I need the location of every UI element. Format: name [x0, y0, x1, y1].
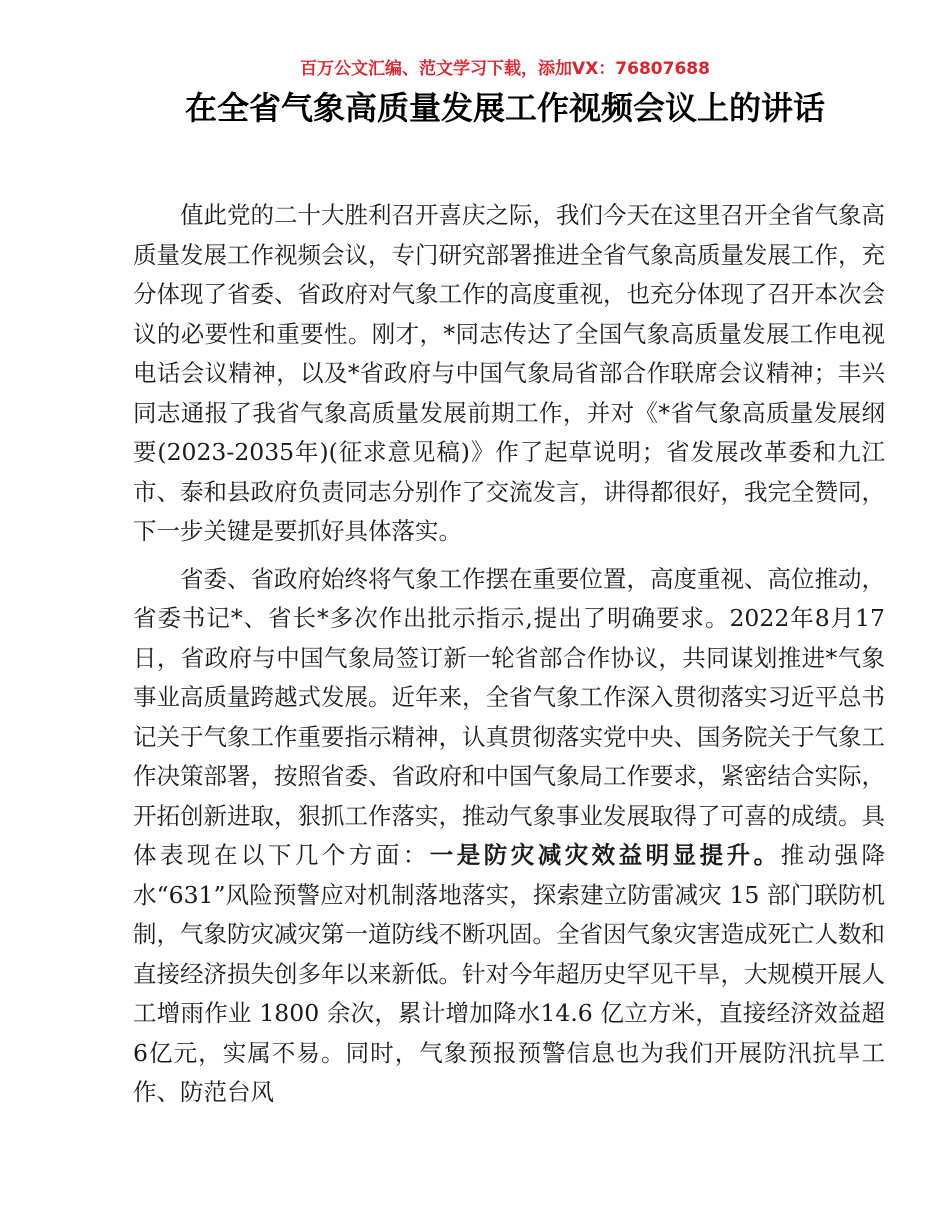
paragraph-2-detail: 推动强降水“631”风险预警应对机制落地落实，探索建立防雷减灾 15 部门联防机制，气象防灾减灾第一道防线不断巩固。全省因气象灾害造成死亡人数和直接经济损失创多年以来新低。针对今年超历史罕见干旱，大规模开展人工增雨作业 1800 余次，累计增加降水14.6 亿立方米，直接经济效益超6亿元，实属不易。同时，气象预报预警信息也为我们开展防汛抗旱工作、防范台风 [133, 841, 886, 1106]
paragraph-2 [133, 560, 885, 1113]
document-body [133, 196, 885, 1121]
document-title: 在全省气象高质量发展工作视频会议上的讲话 [184, 89, 825, 127]
watermark-banner: 百万公文汇编、范文学习下载，添加VX：76807688 [300, 59, 710, 79]
paragraph-1: 值此党的二十大胜利召开喜庆之际，我们今天在这里召开全省气象高质量发展工作视频会议，专门研究部署推进全省气象高质量发展工作，充分体现了省委、省政府对气象工作的高度重视，也充分体现了召开本次会议的必要性和重要性。刚才，*同志传达了全国气象高质量发展工作电视电话会议精神，以及*省政府与中国气象局省部合作联席会议精神；丰兴同志通报了我省气象高质量发展前期工作，并对《*省气象高质量发展纲要(2023-2035年)(征求意见稿)》作了起草说明；省发展改革委和九江市、泰和县政府负责同志分别作了交流发言，讲得都很好，我完全赞同，下一步关键是要抓好具体落实。 [133, 201, 885, 545]
paragraph-2-intro: 省委、省政府始终将气象工作摆在重要位置，高度重视、高位推动，省委书记*、省长*多次作出批示指示,提出了明确要求。2022年8月17 日，省政府与中国气象局签订新一轮省部合作协议，共同谋划推进*气象事业高质量跨越式发展。近年来，全省气象工作深入贯彻落实习近平总书记关于气象工作重要指示精神，认真贯彻落实党中央、国务院关于气象工作决策部署，按照省委、省政府和中国气象局工作要求，紧密结合实际，开拓创新进取，狠抓工作落实，推动气象事业发展取得了可喜的成绩。具体表现在以下几个方面： [133, 564, 885, 869]
paragraph-2-highlight: 一是防灾减灾效益明显提升。 [429, 841, 781, 869]
